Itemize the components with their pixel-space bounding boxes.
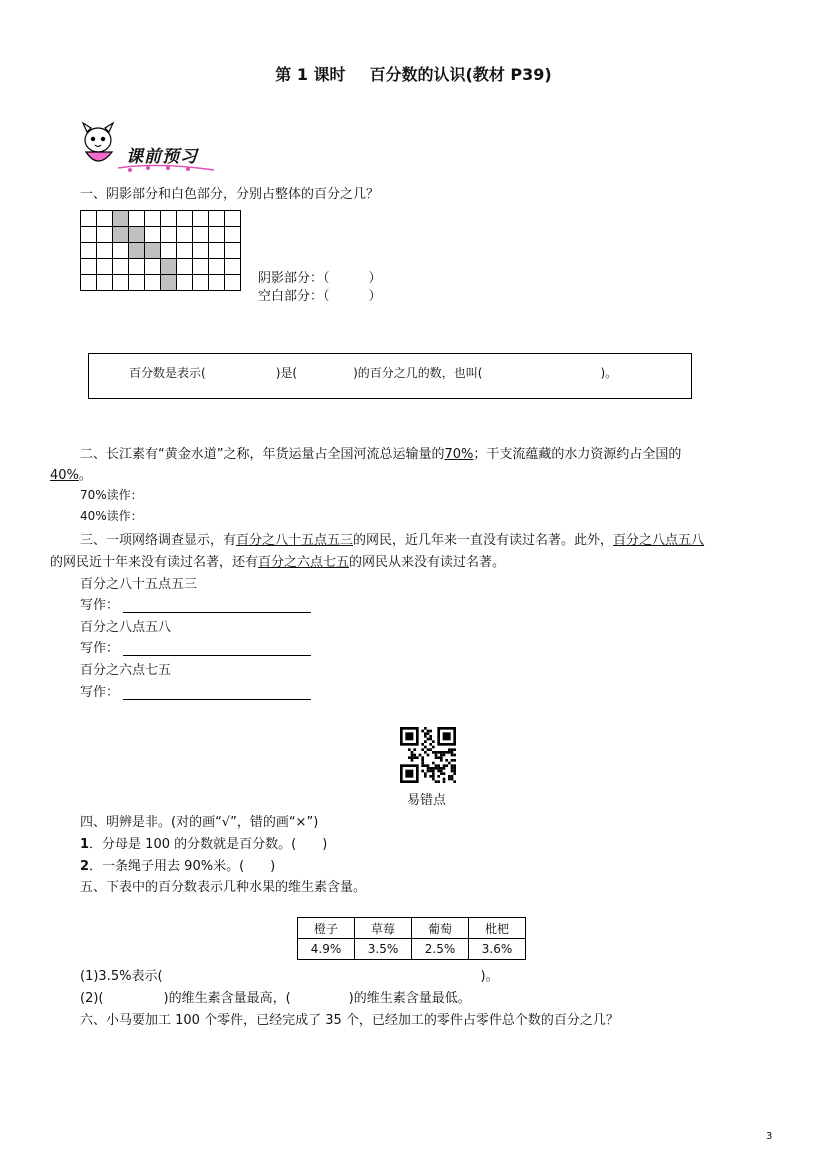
grid-cell-shaded bbox=[161, 259, 177, 275]
grid-cell bbox=[225, 211, 241, 227]
q2-text-end: 。 bbox=[78, 468, 92, 483]
box-part-4: )。 bbox=[600, 366, 618, 380]
grid-cell bbox=[97, 243, 113, 259]
box-part-1: 百分数是表示( bbox=[129, 366, 206, 380]
grid-cell bbox=[97, 259, 113, 275]
grid-cell bbox=[225, 275, 241, 291]
q5-sub-1-a: (1)3.5%表示( bbox=[80, 969, 163, 984]
q3-write-1 bbox=[80, 594, 311, 613]
grid-cell bbox=[177, 227, 193, 243]
q4-item-2-number: 2 bbox=[80, 859, 90, 874]
table-header: 葡萄 bbox=[412, 918, 469, 939]
grid-cell-shaded bbox=[161, 275, 177, 291]
grid-cell-shaded bbox=[129, 243, 145, 259]
qr-caption: 易错点 bbox=[407, 793, 447, 808]
q3-item-1: 百分之八十五点五三 bbox=[80, 577, 198, 592]
q2-pct-70: 70% bbox=[444, 447, 474, 462]
table-cell: 2.5% bbox=[412, 939, 469, 960]
grid-cell bbox=[161, 227, 177, 243]
definition-box bbox=[88, 353, 692, 399]
q3-write-3 bbox=[80, 681, 311, 700]
q4-stem: 四、明辨是非。(对的画“√”，错的画“×”) bbox=[80, 815, 319, 830]
table-row bbox=[298, 939, 526, 960]
q2-line2 bbox=[50, 464, 92, 483]
grid-cell bbox=[129, 275, 145, 291]
grid-cell bbox=[225, 259, 241, 275]
q3-text-c: 的网民近十年来没有读过名著，还有 bbox=[50, 555, 259, 570]
grid-cell bbox=[81, 243, 97, 259]
vitamin-table bbox=[297, 917, 526, 960]
q4-item-1-number: 1 bbox=[80, 837, 90, 852]
grid-cell-shaded bbox=[129, 227, 145, 243]
q2-text-b: ；干支流蕴藏的水力资源约占全国的 bbox=[473, 447, 682, 462]
q5-sub-1-b: )。 bbox=[480, 969, 499, 984]
banner-title: 课前预习 bbox=[126, 147, 198, 167]
q5-sub-2 bbox=[80, 987, 471, 1006]
q4-item-2-text: ．一条绳子用去 90%米。( ) bbox=[89, 859, 276, 874]
write-label: 写作： bbox=[80, 685, 120, 700]
q3-item-3: 百分之六点七五 bbox=[80, 663, 172, 678]
write-blank bbox=[123, 643, 311, 656]
grid-cell bbox=[225, 243, 241, 259]
grid-cell bbox=[209, 259, 225, 275]
write-blank bbox=[123, 600, 311, 613]
q4-item-2 bbox=[80, 855, 275, 874]
grid-cell bbox=[193, 275, 209, 291]
grid-cell bbox=[145, 227, 161, 243]
q3-line1 bbox=[80, 529, 704, 548]
q5-stem: 五、下表中的百分数表示几种水果的维生素含量。 bbox=[80, 880, 367, 895]
grid-cell bbox=[81, 211, 97, 227]
q5-sub-2-c: )的维生素含量最低。 bbox=[348, 991, 471, 1006]
grid-cell bbox=[161, 243, 177, 259]
grid-cell bbox=[193, 243, 209, 259]
grid-cell bbox=[97, 227, 113, 243]
q3-write-2 bbox=[80, 637, 311, 656]
grid-cell bbox=[209, 243, 225, 259]
q6-stem: 六、小马要加工 100 个零件，已经完成了 35 个，已经加工的零件占零件总个数的百分之几？ bbox=[80, 1013, 619, 1028]
q3-underline-3: 百分之六点七五 bbox=[258, 555, 350, 570]
grid-cell bbox=[81, 227, 97, 243]
grid-cell bbox=[129, 211, 145, 227]
grid-cell bbox=[225, 227, 241, 243]
grid-cell bbox=[145, 259, 161, 275]
grid-cell bbox=[129, 259, 145, 275]
grid-cell bbox=[177, 243, 193, 259]
grid-cell bbox=[81, 259, 97, 275]
grid-cell-shaded bbox=[113, 227, 129, 243]
box-part-2: )是( bbox=[275, 366, 298, 380]
grid-cell bbox=[145, 211, 161, 227]
grid-cell bbox=[113, 275, 129, 291]
lesson-number: 第 1 课时 bbox=[275, 65, 346, 84]
table-header-row bbox=[298, 918, 526, 939]
page-number: 3 bbox=[766, 1131, 773, 1142]
q4-item-1 bbox=[80, 833, 327, 852]
q3-text-a: 三、一项网络调查显示，有 bbox=[80, 533, 237, 548]
grid-cell bbox=[161, 211, 177, 227]
write-label: 写作： bbox=[80, 641, 120, 656]
q3-underline-2: 百分之八点五八 bbox=[613, 533, 705, 548]
q3-line2 bbox=[50, 551, 505, 570]
grid-cell bbox=[193, 259, 209, 275]
grid-cell bbox=[113, 243, 129, 259]
grid-cell bbox=[177, 211, 193, 227]
grid-cell bbox=[97, 275, 113, 291]
grid-cell-shaded bbox=[113, 211, 129, 227]
grid-cell bbox=[113, 259, 129, 275]
table-header: 枇杷 bbox=[469, 918, 526, 939]
table-cell: 4.9% bbox=[298, 939, 355, 960]
q4-item-1-text: ．分母是 100 的分数就是百分数。( ) bbox=[89, 837, 328, 852]
grid-cell bbox=[177, 275, 193, 291]
grid-cell bbox=[209, 275, 225, 291]
q2-pct-40: 40% bbox=[50, 468, 79, 483]
qr-code-icon[interactable] bbox=[400, 727, 456, 783]
q3-text-b: 的网民，近几年来一直没有读过名著。此外， bbox=[353, 533, 614, 548]
q1-shaded-answer: 阴影部分：（ ） bbox=[258, 271, 382, 286]
q5-sub-2-b: )的维生素含量最高，( bbox=[163, 991, 291, 1006]
box-part-3: )的百分之几的数，也叫( bbox=[353, 366, 483, 380]
q5-sub-1 bbox=[80, 965, 499, 984]
q1-stem: 一、阴影部分和白色部分，分别占整体的百分之几？ bbox=[80, 187, 380, 202]
q2-read-70: 70%读作： bbox=[80, 488, 143, 502]
q1-blank-answer: 空白部分：（ ） bbox=[258, 289, 382, 304]
q5-sub-2-a: (2)( bbox=[80, 991, 104, 1006]
table-header: 橙子 bbox=[298, 918, 355, 939]
q2-line1 bbox=[80, 443, 681, 462]
q2-read-40: 40%读作： bbox=[80, 509, 143, 523]
lesson-topic: 百分数的认识(教材 P39) bbox=[369, 65, 552, 84]
table-cell: 3.5% bbox=[355, 939, 412, 960]
grid-cell-shaded bbox=[145, 243, 161, 259]
table-header: 草莓 bbox=[355, 918, 412, 939]
grid-cell bbox=[193, 211, 209, 227]
grid-cell bbox=[145, 275, 161, 291]
grid-cell bbox=[81, 275, 97, 291]
grid-cell bbox=[209, 211, 225, 227]
q3-underline-1: 百分之八十五点五三 bbox=[236, 533, 354, 548]
grid-cell bbox=[193, 227, 209, 243]
grid-cell bbox=[97, 211, 113, 227]
q3-text-d: 的网民从来没有读过名著。 bbox=[349, 555, 506, 570]
q3-item-2: 百分之八点五八 bbox=[80, 620, 172, 635]
grid-cell bbox=[209, 227, 225, 243]
write-label: 写作： bbox=[80, 598, 120, 613]
grid-cell bbox=[177, 259, 193, 275]
write-blank bbox=[123, 687, 311, 700]
table-cell: 3.6% bbox=[469, 939, 526, 960]
percent-grid bbox=[80, 210, 241, 291]
q2-text-a: 二、长江素有“黄金水道”之称，年货运量占全国河流总运输量的 bbox=[80, 447, 445, 462]
page-title bbox=[0, 62, 827, 85]
